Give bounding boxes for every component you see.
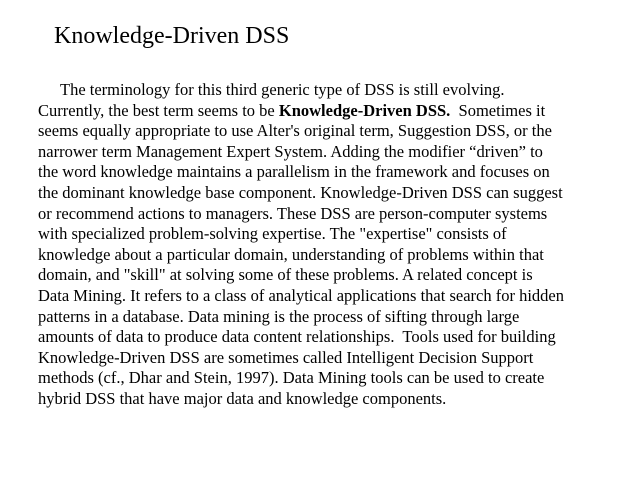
paragraph-line: with specialized problem-solving expertise. The "expertise" consists of xyxy=(38,224,507,244)
paragraph-text: Currently, the best term seems to be xyxy=(38,100,279,120)
paragraph-line xyxy=(38,101,618,122)
paragraph-text: Sometimes it xyxy=(450,100,546,120)
paragraph-line: methods (cf., Dhar and Stein, 1997). Data Mining tools can be used to create xyxy=(38,368,545,388)
paragraph-line: amounts of data to produce data content relationships. Tools used for building xyxy=(38,327,556,347)
paragraph-line: Knowledge-Driven DSS are sometimes called Intelligent Decision Support xyxy=(38,347,534,367)
paragraph-line: knowledge about a particular domain, understanding of problems within that xyxy=(38,244,544,264)
bold-term: Knowledge-Driven DSS. xyxy=(278,100,451,120)
paragraph-line: Data Mining. It refers to a class of analytical applications that search for hidden xyxy=(38,285,564,305)
paragraph-line: patterns in a database. Data mining is the process of sifting through large xyxy=(38,306,520,326)
paragraph-line: domain, and "skill" at solving some of these problems. A related concept is xyxy=(38,265,533,285)
paragraph-line: seems equally appropriate to use Alter's original term, Suggestion DSS, or the xyxy=(38,121,552,141)
body-paragraph xyxy=(38,80,618,410)
paragraph-line: hybrid DSS that have major data and knowledge components. xyxy=(38,388,447,408)
paragraph-line: the word knowledge maintains a parallelism in the framework and focuses on xyxy=(38,162,550,182)
paragraph-line: narrower term Management Expert System. Adding the modifier “driven” to xyxy=(38,141,543,161)
slide-title: Knowledge-Driven DSS xyxy=(54,23,290,49)
paragraph-line: The terminology for this third generic type of DSS is still evolving. xyxy=(60,80,505,99)
paragraph-line: the dominant knowledge base component. Knowledge-Driven DSS can suggest xyxy=(38,182,563,202)
paragraph-line: or recommend actions to managers. These DSS are person-computer systems xyxy=(38,203,548,223)
